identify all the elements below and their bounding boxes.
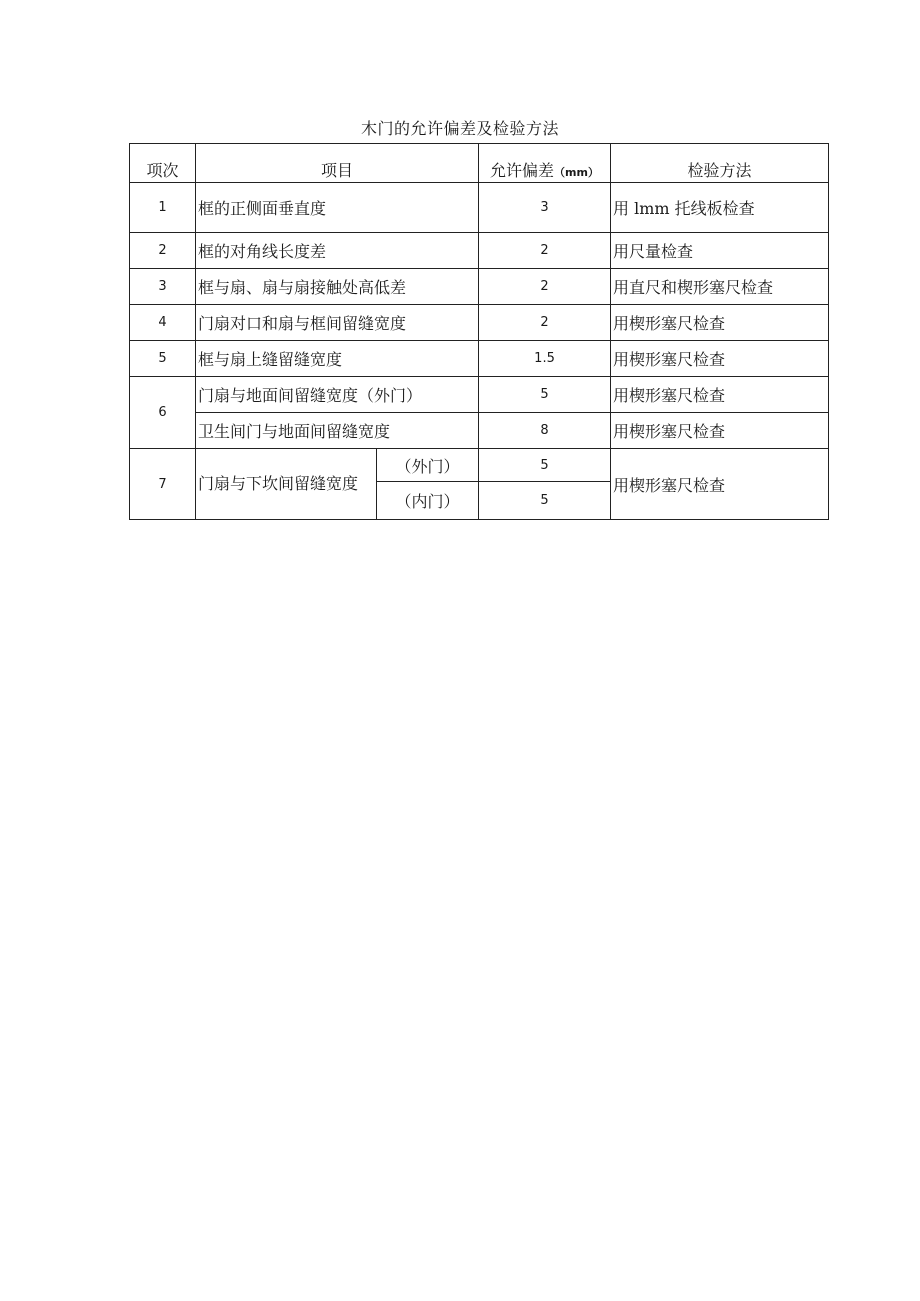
header-tolerance-label: 允许偏差 [490, 161, 555, 180]
table-row [130, 305, 829, 341]
row-method: 用尺量检查 [611, 233, 829, 269]
row-no: 3 [130, 269, 196, 305]
tolerance-table [129, 143, 829, 520]
row-method: 用楔形塞尺检查 [611, 341, 829, 377]
header-row [130, 144, 829, 183]
row-method: 用楔形塞尺检查 [611, 413, 829, 449]
row-no: 4 [130, 305, 196, 341]
row-method: 用直尺和楔形塞尺检查 [611, 269, 829, 305]
row-no: 5 [130, 341, 196, 377]
row-item: 框的对角线长度差 [196, 233, 479, 269]
table-row [130, 341, 829, 377]
row-tolerance: 2 [479, 233, 611, 269]
row-tolerance: 3 [479, 183, 611, 233]
row-method: 用楔形塞尺检查 [611, 449, 829, 520]
row-tolerance: 5 [479, 482, 611, 520]
row-item: 门扇与地面间留缝宽度（外门） [196, 377, 479, 413]
row-tolerance: 5 [479, 449, 611, 482]
row-tolerance: 8 [479, 413, 611, 449]
row-tolerance: 2 [479, 305, 611, 341]
table-row [130, 377, 829, 413]
row-tolerance: 1.5 [479, 341, 611, 377]
row-method: 用楔形塞尺检查 [611, 305, 829, 341]
row-tolerance: 5 [479, 377, 611, 413]
table-row [130, 413, 829, 449]
row-no: 1 [130, 183, 196, 233]
header-item: 项目 [196, 144, 479, 183]
row-tolerance: 2 [479, 269, 611, 305]
row-item: 卫生间门与地面间留缝宽度 [196, 413, 479, 449]
table-row [130, 233, 829, 269]
table-row [130, 183, 829, 233]
row-item: 框的正侧面垂直度 [196, 183, 479, 233]
row-subitem: （外门） [377, 449, 479, 482]
row-no: 6 [130, 377, 196, 449]
row-item: 门扇对口和扇与框间留缝宽度 [196, 305, 479, 341]
row-no: 2 [130, 233, 196, 269]
table-row [130, 449, 829, 482]
header-no: 项次 [130, 144, 196, 183]
row-item: 门扇与下坎间留缝宽度 [196, 449, 377, 520]
row-no: 7 [130, 449, 196, 520]
row-method: 用 lmm 托线板检查 [611, 183, 829, 233]
row-item: 框与扇、扇与扇接触处高低差 [196, 269, 479, 305]
table-row [130, 269, 829, 305]
header-unit: （mm） [554, 166, 599, 179]
header-method: 检验方法 [611, 144, 829, 183]
header-tolerance [479, 144, 611, 183]
page-title: 木门的允许偏差及检验方法 [360, 119, 559, 138]
row-subitem: （内门） [377, 482, 479, 520]
row-item: 框与扇上缝留缝宽度 [196, 341, 479, 377]
row-method: 用楔形塞尺检查 [611, 377, 829, 413]
